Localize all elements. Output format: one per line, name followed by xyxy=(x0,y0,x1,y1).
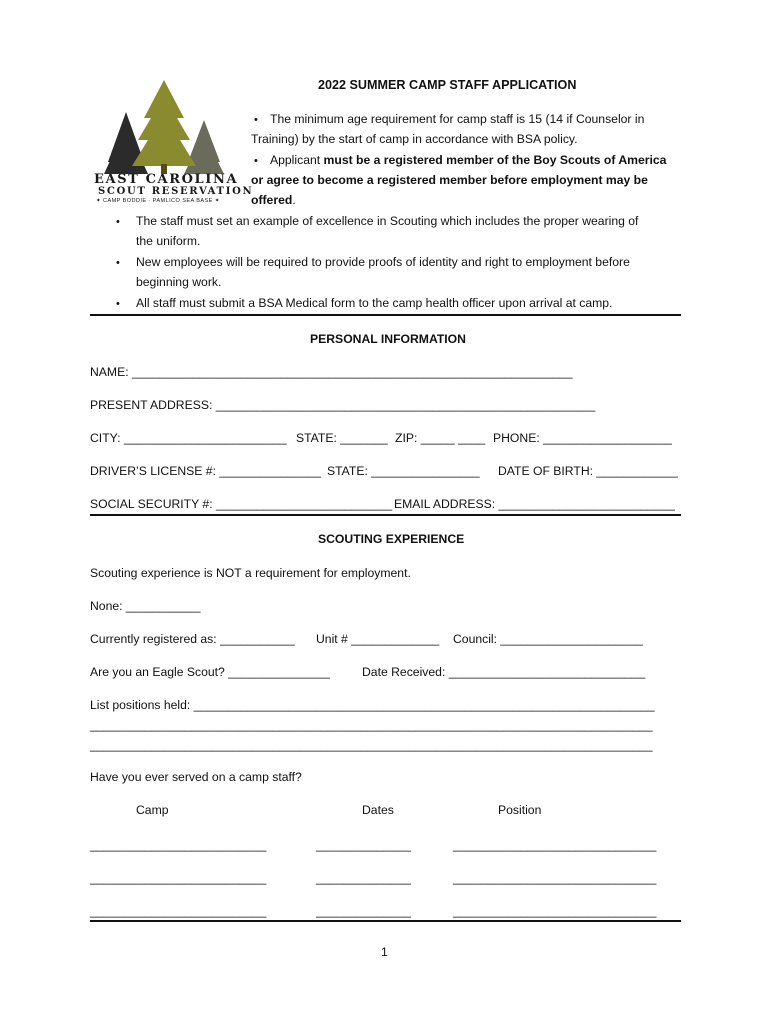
column-header-dates: Dates xyxy=(362,803,394,817)
eagle-scout-field[interactable]: Are you an Eagle Scout? _______________ xyxy=(90,665,330,679)
intro-bullet-4-line-2: beginning work. xyxy=(136,275,222,289)
phone-field[interactable]: PHONE: ___________________ xyxy=(493,431,672,445)
intro-bullet-3-line-2: the uniform. xyxy=(136,234,201,248)
positions-held-line-2[interactable]: ___________________________________________________________________________________ xyxy=(90,718,653,732)
page-title: 2022 SUMMER CAMP STAFF APPLICATION xyxy=(318,78,577,92)
intro-bullet-2-line-2: or agree to become a registered member before employment may be xyxy=(251,173,648,187)
intro-bullet-2-line-3: offered. xyxy=(251,193,296,207)
camp-entry-3[interactable]: __________________________ xyxy=(90,904,267,918)
page-number: 1 xyxy=(381,945,388,959)
positions-held-field[interactable]: List positions held: ____________________________________________________________________ xyxy=(90,698,655,712)
intro-bullet-1-line-2: Training) by the start of camp in accordance with BSA policy. xyxy=(251,132,578,146)
license-state-field[interactable]: STATE: ________________ xyxy=(327,464,480,478)
social-security-field[interactable]: SOCIAL SECURITY #: __________________________ xyxy=(90,497,393,511)
none-field[interactable]: None: ___________ xyxy=(90,599,201,613)
scouting-note: Scouting experience is NOT a requirement for employment. xyxy=(90,566,411,580)
column-header-position: Position xyxy=(498,803,542,817)
bullet-dot: • xyxy=(116,216,120,228)
positions-held-line-3[interactable]: ___________________________________________________________________________________ xyxy=(90,738,653,752)
name-field[interactable]: NAME: _________________________________________________________________ xyxy=(90,365,573,379)
section-divider xyxy=(90,514,681,516)
drivers-license-field[interactable]: DRIVER’S LICENSE #: _______________ xyxy=(90,464,322,478)
zip-field[interactable]: ZIP: _____ ____ xyxy=(395,431,486,445)
east-carolina-logo xyxy=(86,78,254,204)
logo-line-1: EAST CAROLINA xyxy=(94,172,239,187)
dates-entry-3[interactable]: ______________ xyxy=(316,904,411,918)
date-received-field[interactable]: Date Received: _____________________________ xyxy=(362,665,646,679)
state-field[interactable]: STATE: _______ xyxy=(296,431,388,445)
date-of-birth-field[interactable]: DATE OF BIRTH: ____________ xyxy=(498,464,678,478)
section-divider xyxy=(90,920,681,922)
email-address-field[interactable]: EMAIL ADDRESS: __________________________ xyxy=(394,497,675,511)
bullet-dot: • xyxy=(116,257,120,269)
section-divider xyxy=(90,314,681,316)
dates-entry-2[interactable]: ______________ xyxy=(316,871,411,885)
logo-line-3: ✦ CAMP BODDIE · PAMLICO SEA BASE ✦ xyxy=(96,198,220,204)
camp-entry-2[interactable]: __________________________ xyxy=(90,871,267,885)
intro-bullet-3-line-1: The staff must set an example of excellence in Scouting which includes the proper wearing of xyxy=(136,214,639,228)
council-field[interactable]: Council: _____________________ xyxy=(453,632,643,646)
logo-line-2: SCOUT RESERVATION xyxy=(98,186,254,197)
intro-bullet-4-line-1: New employees will be required to provide proofs of identity and right to employment before xyxy=(136,255,630,269)
bullet-dot: • xyxy=(254,155,258,167)
dates-entry-1[interactable]: ______________ xyxy=(316,838,411,852)
position-entry-2[interactable]: ______________________________ xyxy=(453,871,657,885)
intro-bullet-2-line-1: Applicant must be a registered member of the Boy Scouts of America xyxy=(270,153,667,167)
intro-bullet-5-line-1: All staff must submit a BSA Medical form to the camp health officer upon arrival at camp. xyxy=(136,296,613,310)
intro-bullet-1-line-1: The minimum age requirement for camp staff is 15 (14 if Counselor in xyxy=(270,112,645,126)
city-field[interactable]: CITY: ________________________ xyxy=(90,431,287,445)
camp-staff-question: Have you ever served on a camp staff? xyxy=(90,770,302,784)
bullet-dot: • xyxy=(254,114,258,126)
unit-number-field[interactable]: Unit # _____________ xyxy=(316,632,440,646)
present-address-field[interactable]: PRESENT ADDRESS: ________________________________________________________ xyxy=(90,398,596,412)
scouting-experience-heading: SCOUTING EXPERIENCE xyxy=(318,532,465,546)
column-header-camp: Camp xyxy=(136,803,169,817)
position-entry-3[interactable]: ______________________________ xyxy=(453,904,657,918)
camp-entry-1[interactable]: __________________________ xyxy=(90,838,267,852)
personal-info-heading: PERSONAL INFORMATION xyxy=(310,332,466,346)
bullet-dot: • xyxy=(116,298,120,310)
registered-as-field[interactable]: Currently registered as: ___________ xyxy=(90,632,295,646)
position-entry-1[interactable]: ______________________________ xyxy=(453,838,657,852)
